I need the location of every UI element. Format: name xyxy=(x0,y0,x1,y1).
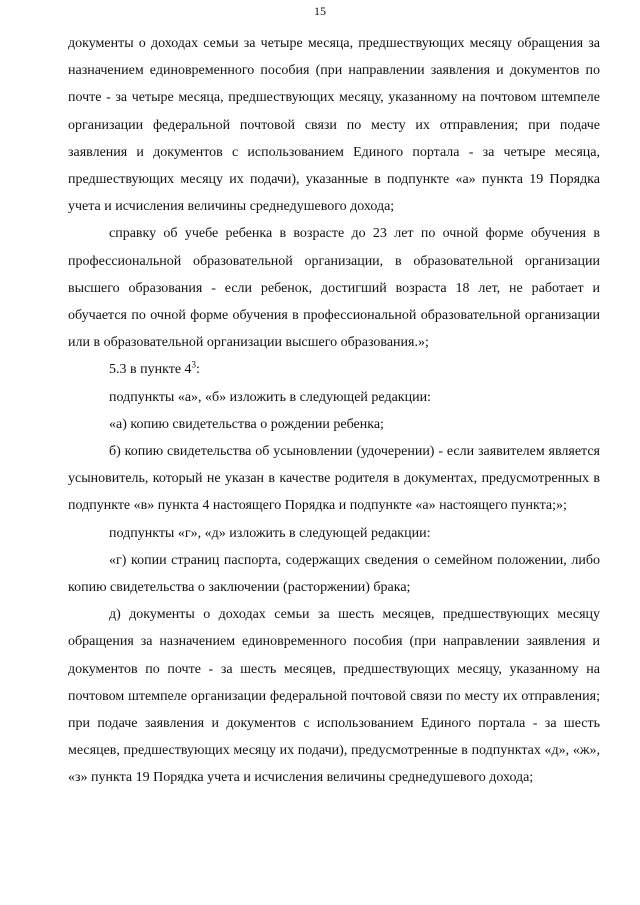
paragraph-subitem-g: «г) копии страниц паспорта, содержащих сведения о семейном положении, либо копию свидетельства о заключении (расторжении) брака; xyxy=(68,552,600,596)
item-5-3-text: 5.3 в пункте 4 xyxy=(109,362,192,378)
paragraph-item-5-3 xyxy=(68,356,600,383)
document-body xyxy=(68,30,600,792)
paragraph-subitem-a: «а) копию свидетельства о рождении ребенка; xyxy=(109,416,384,432)
paragraph-subitems-g-d: подпункты «г», «д» изложить в следующей редакции: xyxy=(109,525,431,541)
paragraph-subitem-b: б) копию свидетельства об усыновлении (удочерении) - если заявителем является усыновитель, который не указан в качестве родителя в документах, предусмотренных в подпункте «в» пункта 4 настоящего Порядка и подпункте «а» настоящего пункта;»; xyxy=(68,444,600,514)
paragraph-subitem-d: д) документы о доходах семьи за шесть месяцев, предшествующих месяцу обращения за назначением единовременного пособия (при направлении заявления и документов по почте - за шесть месяцев, предшествующих месяцу, указанному на почтовом штемпеле организации федеральной почтовой связи по месту их отправления; при подаче заявления и документов с использованием Единого портала - за шесть месяцев, предшествующих месяцу их подачи), предусмотренные в подпунктах «д», «ж», «з» пункта 19 Порядка учета и исчисления величины среднедушевого дохода; xyxy=(68,607,600,786)
item-5-3-colon: : xyxy=(196,362,200,378)
paragraph-subitems-a-b: подпункты «а», «б» изложить в следующей редакции: xyxy=(109,389,431,405)
paragraph-income-documents-four-months: документы о доходах семьи за четыре месяца, предшествующих месяцу обращения за назначением единовременного пособия (при направлении заявления и документов по почте - за четыре месяца, предшествующих месяцу, указанному на почтовом штемпеле организации федеральной почтовой связи по месту их отправления; при подаче заявления и документов с использованием Единого портала - за четыре месяца, предшествующих месяцу их подачи), указанные в подпункте «а» пункта 19 Порядка учета и исчисления величины среднедушевого дохода; xyxy=(68,36,600,215)
page-number: 15 xyxy=(314,4,326,18)
item-5-3-superscript: 3 xyxy=(191,359,197,370)
paragraph-study-certificate: справку об учебе ребенка в возрасте до 23 лет по очной форме обучения в профессиональной образовательной организации, в образовательной организации высшего образования - если ребенок, достигший возраста 18 лет, не работает и обучается по очной форме обучения в профессиональной образовательной организации или в образовательной организации высшего образования.»; xyxy=(68,226,600,351)
